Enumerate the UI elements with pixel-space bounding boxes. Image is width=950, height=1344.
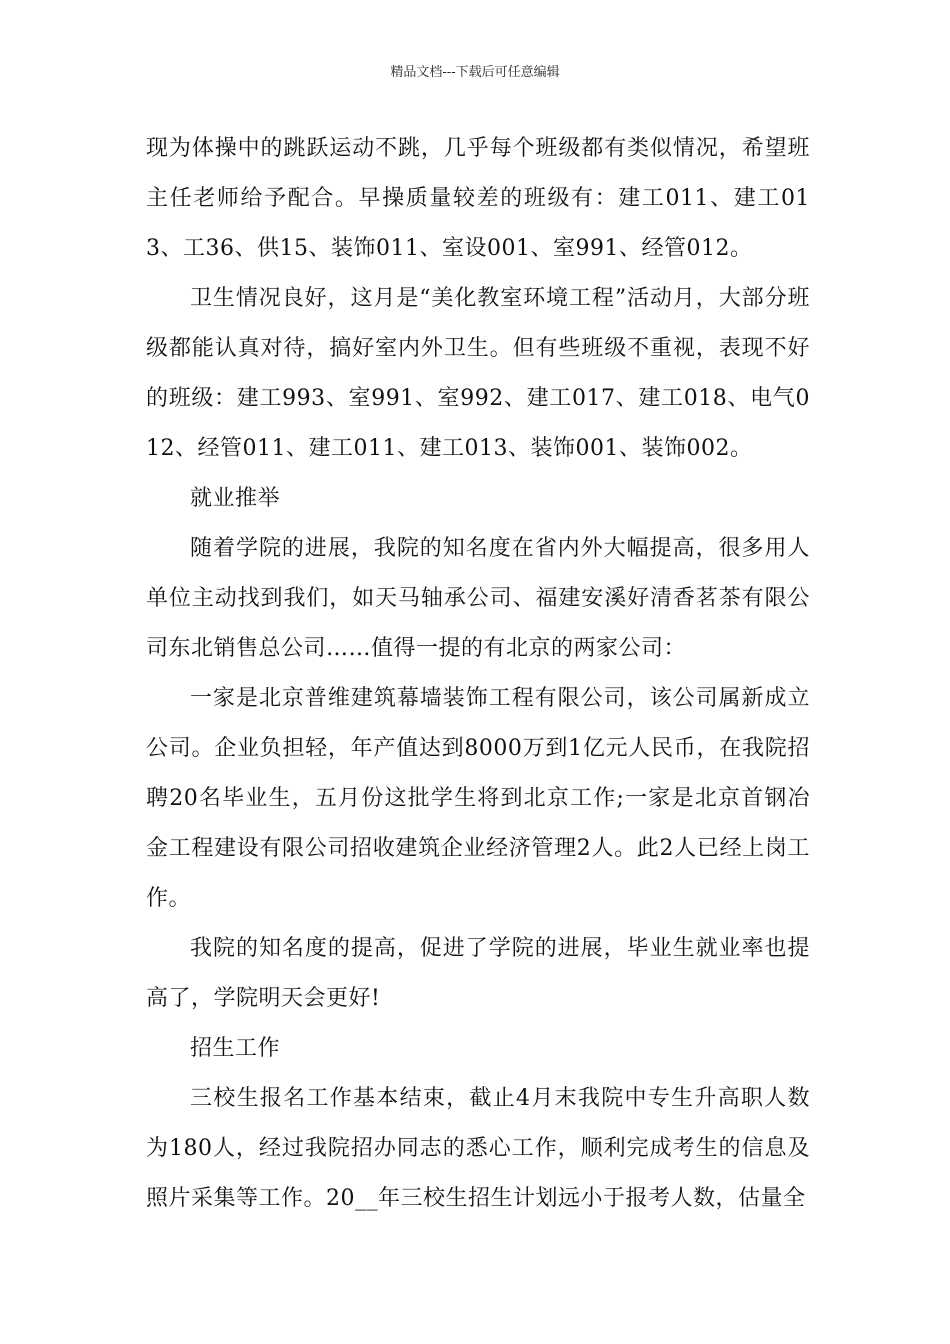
document-body: [146, 124, 810, 1224]
paragraph-beijing-companies: 一家是北京普维建筑幕墙装饰工程有限公司，该公司属新成立公司。企业负担轻，年产值达到8000万到1亿元人民币，在我院招聘20名毕业生，五月份这批学生将到北京工作;一家是北京首钢冶金工程建设有限公司招收建筑企业经济管理2人。此2人已经上岗工作。: [146, 686, 810, 911]
paragraph-enrollment: 三校生报名工作基本结束，截止4月末我院中专生升高职人数为180人，经过我院招办同志的悉心工作，顺利完成考生的信息及照片采集等工作。20__年三校生招生计划远小于报考人数，估量全: [146, 1086, 810, 1211]
page-header: 精品文档---下载后可任意编辑: [390, 65, 560, 80]
paragraph-hygiene: 卫生情况良好，这月是“美化教室环境工程”活动月，大部分班级都能认真对待，搞好室内外卫生。但有些班级不重视，表现不好的班级：建工993、室991、室992、建工017、建工018、电气012、经管011、建工011、建工013、装饰001、装饰002。: [146, 286, 810, 461]
section-heading-employment: 就业推举: [190, 486, 281, 511]
paragraph-employment-intro: 随着学院的进展，我院的知名度在省内外大幅提高，很多用人单位主动找到我们，如天马轴承公司、福建安溪好清香茗茶有限公司东北销售总公司……值得一提的有北京的两家公司：: [146, 536, 810, 661]
paragraph-reputation: 我院的知名度的提高，促进了学院的进展，毕业生就业率也提高了，学院明天会更好!: [146, 936, 810, 1011]
section-heading-enrollment: 招生工作: [190, 1036, 281, 1061]
paragraph-morning-exercise: 现为体操中的跳跃运动不跳，几乎每个班级都有类似情况，希望班主任老师给予配合。早操质量较差的班级有：建工011、建工013、工36、供15、装饰011、室设001、室991、经管012。: [146, 136, 810, 261]
